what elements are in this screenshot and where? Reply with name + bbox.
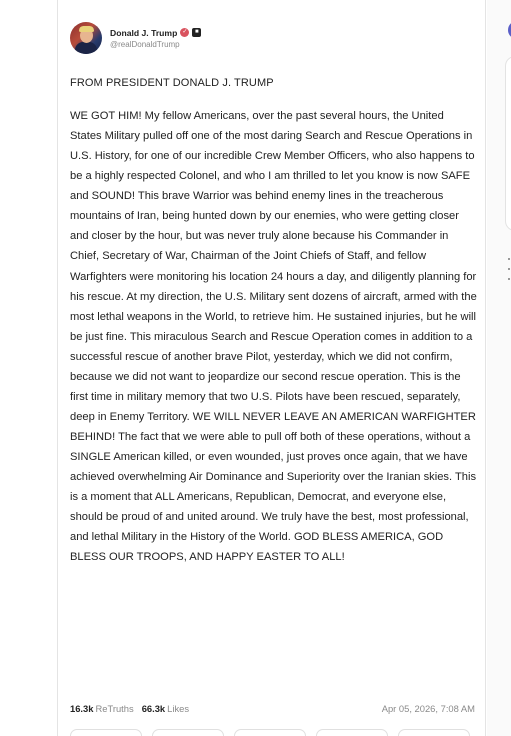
retruths-label[interactable]: ReTruths bbox=[95, 703, 134, 714]
post-stats bbox=[70, 703, 475, 714]
account-names bbox=[110, 28, 201, 49]
side-card bbox=[505, 56, 511, 231]
display-name[interactable]: Donald J. Trump bbox=[110, 27, 178, 38]
post-title: FROM PRESIDENT DONALD J. TRUMP bbox=[70, 77, 274, 89]
post-card bbox=[57, 0, 486, 736]
likes-label[interactable]: Likes bbox=[167, 703, 190, 714]
reply-button[interactable] bbox=[70, 729, 142, 736]
display-name-row bbox=[110, 28, 201, 38]
post-timestamp[interactable]: Apr 05, 2026, 7:08 AM bbox=[381, 703, 475, 714]
action-bar bbox=[70, 729, 480, 736]
left-panel bbox=[0, 0, 56, 736]
post-header bbox=[70, 22, 201, 54]
avatar[interactable] bbox=[70, 22, 102, 54]
verified-badge-icon: ✓ bbox=[182, 29, 188, 35]
post-body: WE GOT HIM! My fellow Americans, over the past several hours, the United States Military pulled off one of the most daring Search and Rescue Operations in U.S. History, for one of our incredible Crew Member Officers, who also happens to be a highly respected Colonel, and who I am thrilled to let you know is now SAFE and SOUND! This brave Warrior was behind enemy lines in the treacherous mountains of Iran, being hunted down by our enemies, who were getting closer and closer by the hour, but was never truly alone because his Commander in Chief, Secretary of War, Chairman of the Joint Chiefs of Staff, and fellow Warfighters were monitoring his location 24 hours a day, and diligently planning for his rescue. At my direction, the U.S. Military sent dozens of aircraft, armed with the most lethal weapons in the World, to retrieve him. He sustained injuries, but he will be just fine. This miraculous Search and Rescue Operation comes in addition to a successful rescue of another brave Pilot, yesterday, which we did not confirm, because we did not want to jeopardize our second rescue operation. This is the first time in military memory that two U.S. Pilots have been rescued, separately, deep in Enemy Territory. WE WILL NEVER LEAVE AN AMERICAN WARFIGHTER BEHIND! The fact that we were able to pull off both of these operations, without a SINGLE American killed, or even wounded, just proves once again, that we have achieved overwhelming Air Dominance and Superiority over the Iranian skies. This is a moment that ALL Americans, Republican, Democrat, and everyone else, should be proud of and united around. We truly have the best, most professional, and lethal Military in the History of the World. GOD BLESS AMERICA, GOD BLESS OUR TROOPS, AND HAPPY EASTER TO ALL! bbox=[70, 110, 477, 564]
affiliation-badge-icon: ■ bbox=[192, 28, 201, 37]
retruths-count[interactable]: 16.3k bbox=[70, 703, 94, 714]
share-button[interactable] bbox=[316, 729, 388, 736]
account-handle[interactable]: @realDonaldTrump bbox=[110, 39, 180, 49]
like-button[interactable] bbox=[234, 729, 306, 736]
more-button[interactable] bbox=[398, 729, 470, 736]
retruth-button[interactable] bbox=[152, 729, 224, 736]
avatar-hair bbox=[79, 26, 94, 32]
avatar-suit bbox=[75, 42, 97, 54]
likes-count[interactable]: 66.3k bbox=[141, 703, 166, 714]
